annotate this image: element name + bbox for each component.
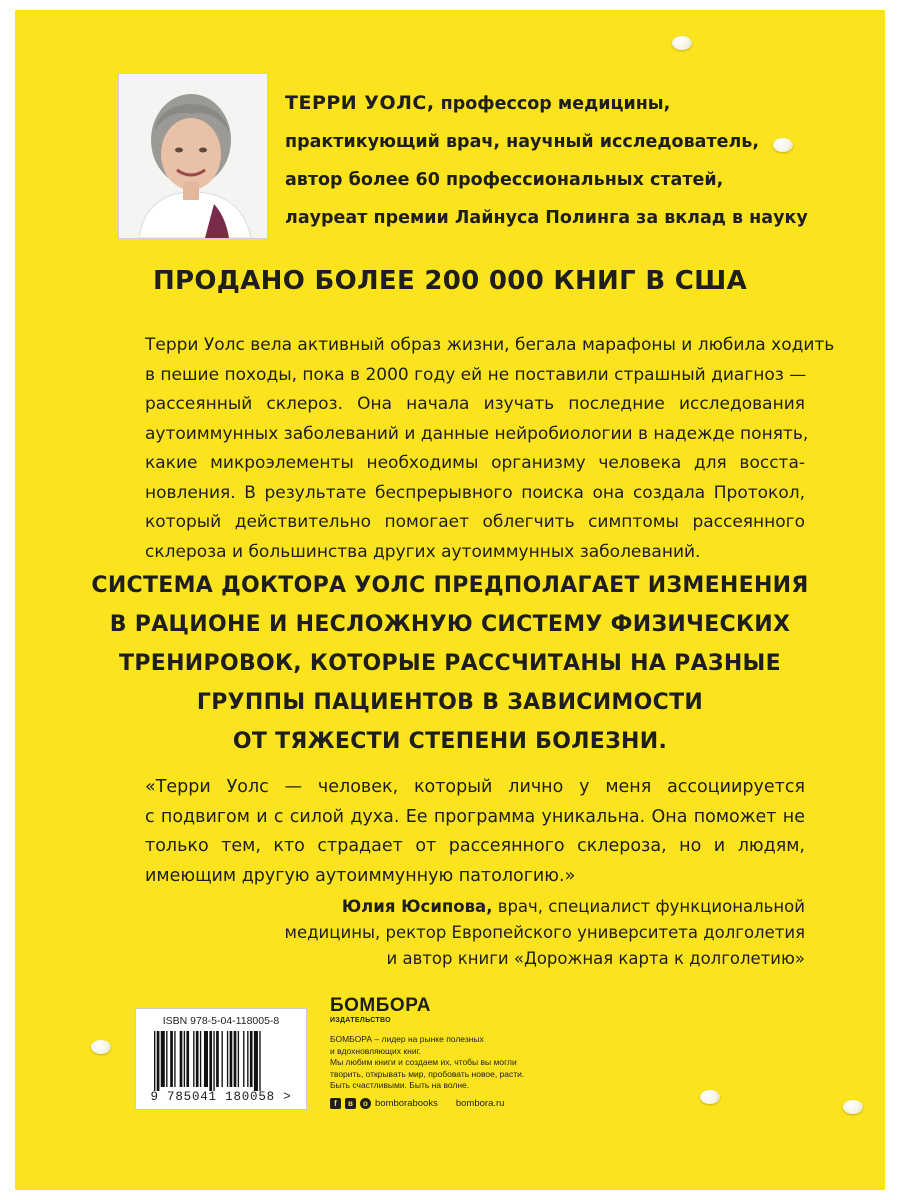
pill-decoration: [843, 1100, 863, 1114]
barcode-panel: [135, 1008, 307, 1110]
barcode-bar: [193, 1031, 194, 1087]
instagram-icon: o: [360, 1098, 371, 1109]
barcode-bar: [161, 1031, 165, 1087]
system-line: ОТ ТЯЖЕСТИ СТЕПЕНИ БОЛЕЗНИ.: [232, 729, 668, 754]
pill-decoration: [672, 36, 692, 50]
system-line: В РАЦИОНЕ И НЕСЛОЖНУЮ СИСТЕМУ ФИЗИЧЕСКИХ: [109, 612, 791, 637]
quote-line: имеющим другую аутоиммунную патологию.»: [145, 865, 576, 886]
quote-line: только тем, кто страдает от рассеянного склероза, но и людям,: [145, 836, 805, 856]
publisher-logo-sub: ИЗДАТЕЛЬСТВО: [330, 1017, 391, 1024]
system-line: ГРУППЫ ПАЦИЕНТОВ В ЗАВИСИМОСТИ: [196, 690, 704, 715]
description-line: который действительно помогает облегчить симптомы рассеянного: [145, 512, 805, 532]
facebook-icon: f: [330, 1098, 341, 1109]
barcode-bar: [254, 1031, 258, 1091]
attribution-line: Юлия Юсипова, врач, специалист функциональной: [341, 897, 805, 916]
publisher-links: [330, 1098, 630, 1109]
barcode-bar: [166, 1031, 167, 1087]
publisher-description: [330, 1034, 630, 1092]
description-line: склероза и большинства других аутоиммунных заболеваний.: [145, 541, 701, 562]
barcode-digits: 9 785041 180058 >: [150, 1090, 292, 1104]
book-description: [145, 331, 835, 567]
publisher-text-line: творить, открывать мир, пробовать новое, расти.: [330, 1068, 525, 1079]
barcode-bar: [209, 1031, 212, 1091]
publisher-text-line: БОМБОРА – лидер на рынке полезных: [330, 1034, 484, 1044]
description-line: новления. В результате беспрерывного поиска она создала Протокол,: [145, 482, 805, 503]
description-line: рассеянный склероз. Она начала изучать последние исследования: [145, 394, 805, 414]
description-line: Терри Уолс вела активный образ жизни, бегала марафоны и любила ходить: [145, 335, 835, 355]
barcode-bar: [243, 1031, 244, 1087]
pill-decoration: [91, 1040, 111, 1054]
author-bio-line: автор более 60 профессиональных статей,: [285, 170, 724, 190]
description-line: в пешие походы, пока в 2000 году ей не поставили страшный диагноз —: [145, 364, 807, 385]
social-handle: bomborabooks: [375, 1097, 438, 1109]
author-bio: [285, 84, 845, 237]
publisher-block: [330, 996, 630, 1109]
barcode-bar: [238, 1031, 239, 1087]
author-photo: [118, 73, 268, 239]
system-summary: [0, 566, 900, 761]
author-bio-line: лауреат премии Лайнуса Полинга за вклад в науку: [285, 208, 808, 228]
author-portrait-image: [119, 74, 267, 238]
description-line: какие микроэлементы необходимы организму человека для восста-: [145, 453, 805, 473]
testimonial-quote: [145, 773, 805, 891]
vk-icon: в: [345, 1098, 356, 1109]
quote-attribution: [185, 894, 805, 972]
barcode-bar: [204, 1031, 208, 1087]
barcode-bar: [216, 1031, 219, 1087]
author-bio-line: практикующий врач, научный исследователь,: [285, 132, 760, 152]
barcode-bar: [247, 1031, 248, 1087]
attribution-line: и автор книги «Дорожная карта к долголетию»: [386, 949, 805, 968]
barcode-bar: [157, 1031, 160, 1091]
barcode-bar: [154, 1031, 155, 1091]
barcode-bar: [174, 1031, 175, 1087]
description-line: аутоиммунных заболеваний и данные нейробиологии в надежде понять,: [145, 423, 809, 444]
barcode-bar: [200, 1031, 201, 1087]
barcode-bar: [250, 1031, 253, 1087]
barcode-bar: [213, 1031, 214, 1091]
barcode-bar: [234, 1031, 237, 1087]
attribution-line: медицины, ректор Европейского университета долголетия: [284, 923, 805, 942]
barcode-bar: [227, 1031, 228, 1087]
barcode-bar: [222, 1031, 223, 1087]
quote-line: с подвигом и с силой духа. Ее программа уникальна. Она поможет не: [145, 806, 805, 827]
barcode-bar: [186, 1031, 189, 1087]
author-bio-line: ТЕРРИ УОЛС, профессор медицины,: [285, 92, 671, 114]
quote-line: «Терри Уолс — человек, который лично у меня ассоциируется: [145, 777, 805, 797]
barcode-bar: [230, 1031, 233, 1087]
system-line: СИСТЕМА ДОКТОРА УОЛС ПРЕДПОЛАГАЕТ ИЗМЕНЕНИЯ: [91, 573, 809, 598]
system-line: ТРЕНИРОВОК, КОТОРЫЕ РАССЧИТАНЫ НА РАЗНЫЕ: [119, 651, 781, 676]
isbn-text: ISBN 978-5-04-118005-8: [162, 1015, 280, 1027]
publisher-text-line: и вдохновляющих книг.: [330, 1045, 421, 1056]
author-name: ТЕРРИ УОЛС,: [285, 92, 435, 114]
barcode-bar: [170, 1031, 173, 1087]
barcode-bar: [184, 1031, 185, 1087]
barcode-bar: [259, 1031, 260, 1091]
publisher-text-line: Быть счастливыми. Быть на волне.: [330, 1080, 470, 1090]
publisher-logo: БОМБОРА: [330, 995, 431, 1016]
attribution-name: Юлия Юсипова,: [341, 897, 493, 916]
publisher-website: bombora.ru: [455, 1097, 505, 1109]
sales-headline: ПРОДАНО БОЛЕЕ 200 000 КНИГ В США: [152, 266, 748, 296]
barcode-bar: [196, 1031, 199, 1087]
barcode-bar: [180, 1031, 183, 1087]
pill-decoration: [700, 1090, 720, 1104]
publisher-text-line: Мы любим книги и создаем их, чтобы вы могли: [330, 1057, 517, 1067]
